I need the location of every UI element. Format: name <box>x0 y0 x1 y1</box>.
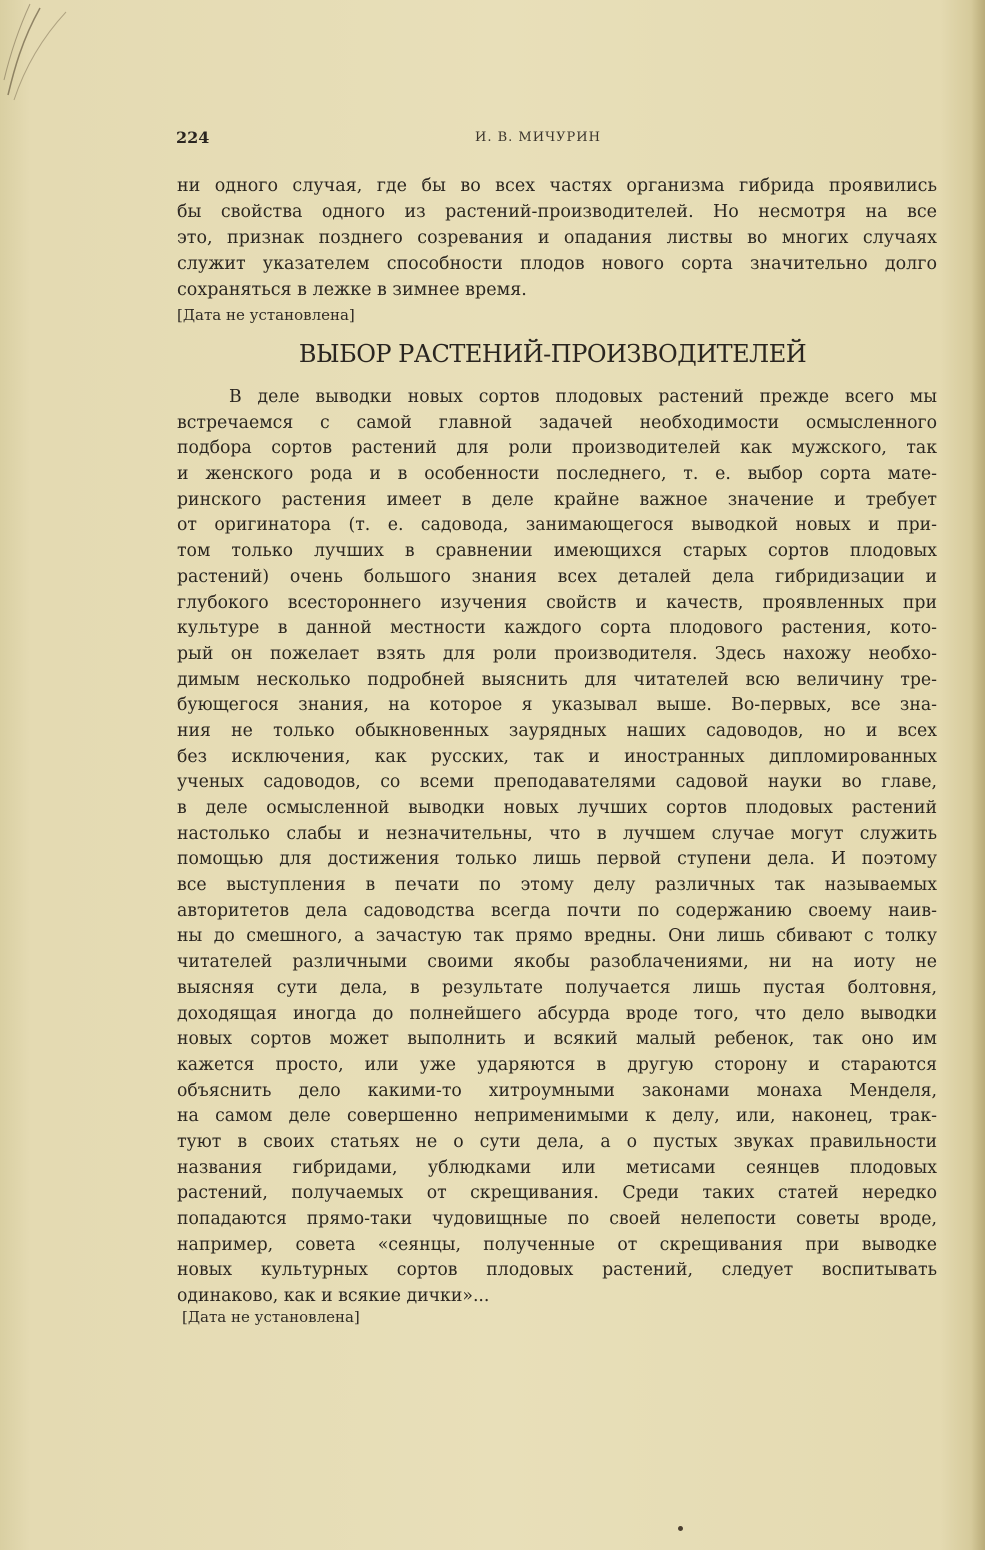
text-line: например, совета «сеянцы, полученные от скрещивания при выводке <box>177 1234 937 1255</box>
page-header <box>0 128 985 152</box>
text-line: настолько слабы и незначительны, что в лучшем случае могут служить <box>177 823 937 844</box>
text-line: ния не только обыкновенных заурядных наших садоводов, но и всех <box>177 720 937 741</box>
text-line: том только лучших в сравнении имеющихся старых сортов плодовых <box>177 541 937 562</box>
text-line: служит указателем способности плодов нового сорта значительно долго <box>177 253 937 274</box>
text-line: попадаются прямо-таки чудовищные по своей нелепости советы вроде, <box>177 1209 937 1229</box>
text-line: читателей различными своими якобы разоблачениями, ни на иоту не <box>177 952 937 973</box>
text-line: одинаково, как и всякие дички»... <box>177 1286 490 1307</box>
article-title: ВЫБОР РАСТЕНИЙ-ПРОИЗВОДИТЕЛЕЙ <box>298 340 807 368</box>
date-note-2: [Дата не установлена] <box>182 1308 360 1326</box>
text-line: глубокого всестороннего изучения свойств и качеств, проявленных при <box>177 592 937 613</box>
text-line: объяснить дело какими-то хитроумными законами монаха Менделя, <box>177 1080 937 1101</box>
intro-paragraph <box>177 174 937 303</box>
page-edge-shadow <box>971 0 985 1550</box>
text-line: в деле осмысленной выводки новых лучших сортов плодовых растений <box>177 798 937 818</box>
text-line: авторитетов дела садоводства всегда почти по содержанию своему наив- <box>177 900 937 921</box>
text-line: бы свойства одного из растений-производителей. Но несмотря на все <box>177 201 937 222</box>
text-line: растений) очень большого знания всех деталей дела гибридизации и <box>177 566 937 587</box>
ink-dot <box>678 1526 683 1531</box>
text-line: новых сортов может выполнить и всякий малый ребенок, так оно им <box>177 1029 937 1050</box>
text-line: названия гибридами, ублюдками или метисами сеянцев плодовых <box>177 1157 937 1178</box>
text-line: встречаемся с самой главной задачей необходимости осмысленного <box>177 412 937 433</box>
running-head: И. В. МИЧУРИН <box>475 130 601 145</box>
text-line: В деле выводки новых сортов плодовых растений прежде всего мы <box>229 387 937 407</box>
text-line: ринского растения имеет в деле крайне важное значение и требует <box>177 489 937 510</box>
text-line: выясняя сути дела, в результате получается лишь пустая болтовня, <box>177 977 937 998</box>
text-line: без исключения, как русских, так и иностранных дипломированных <box>177 746 937 767</box>
text-line: подбора сортов растений для роли производителей как мужского, так <box>177 438 937 459</box>
text-line: на самом деле совершенно неприменимыми к делу, или, наконец, трак- <box>177 1106 937 1127</box>
text-line: от оригинатора (т. е. садовода, занимающегося выводкой новых и при- <box>177 515 937 536</box>
text-line: димым несколько подробней выяснить для читателей всю величину тре- <box>177 669 937 690</box>
text-line: бующегося знания, на которое я указывал выше. Во-первых, все зна- <box>177 695 937 716</box>
text-line: рый он пожелает взять для роли производителя. Здесь нахожу необхо- <box>177 643 937 664</box>
date-note-1: [Дата не установлена] <box>177 306 355 324</box>
text-line: сохраняться в лежке в зимнее время. <box>177 279 527 300</box>
text-line: кажется просто, или уже ударяются в другую сторону и стараются <box>177 1054 937 1075</box>
page-number: 224 <box>176 128 210 147</box>
text-line: доходящая иногда до полнейшего абсурда вроде того, что дело выводки <box>177 1003 937 1024</box>
article-body <box>177 385 937 1310</box>
text-line: туют в своих статьях не о сути дела, а о пустых звуках правильности <box>177 1131 937 1152</box>
corner-scratch-mark <box>0 0 80 110</box>
text-line: ны до смешного, а зачастую так прямо вредны. Они лишь сбивают с толку <box>177 926 937 947</box>
text-line: это, признак позднего созревания и опадания листвы во многих случаях <box>177 227 937 248</box>
text-line: ни одного случая, где бы во всех частях организма гибрида проявились <box>177 176 937 196</box>
text-line: ученых садоводов, со всеми преподавателями садовой науки во главе, <box>177 772 937 793</box>
text-line: растений, получаемых от скрещивания. Среди таких статей нередко <box>177 1183 937 1204</box>
text-line: и женского рода и в особенности последнего, т. е. выбор сорта мате- <box>177 464 937 485</box>
text-line: культуре в данной местности каждого сорта плодового растения, кото- <box>177 618 937 639</box>
text-line: новых культурных сортов плодовых растений, следует воспитывать <box>177 1260 937 1281</box>
text-line: все выступления в печати по этому делу различных так называемых <box>177 875 937 896</box>
text-line: помощью для достижения только лишь первой ступени дела. И поэтому <box>177 849 937 870</box>
